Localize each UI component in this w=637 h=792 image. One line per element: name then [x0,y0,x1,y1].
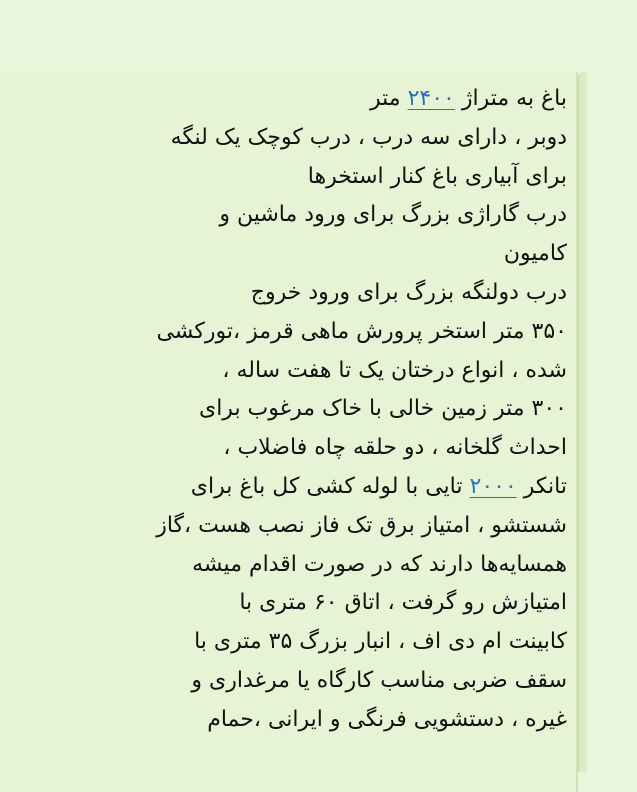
message-line: سقف ضربی مناسب کارگاه یا مرغداری و [191,667,567,693]
message-line: کامیون [503,241,567,267]
message-line: امتیازش رو گرفت ، اتاق ۶۰ متری با [239,590,567,616]
message-line: احداث گلخانه ، دو حلقه چاه فاضلاب ، [223,435,567,461]
message-line: درب گاراژی بزرگ برای ورود ماشین و [219,202,567,228]
message-line: شستشو ، امتیاز برق تک فاز نصب هست ،گاز [156,512,567,538]
message-line: تانکر ۲۰۰۰ تایی با لوله کشی کل باغ برای [190,473,567,499]
message-line: غیره ، دستشویی فرنگی و ایرانی ،حمام [207,706,567,732]
area-number-link[interactable]: ۲۴۰۰ [407,86,455,111]
message-line: شده ، انواع درختان یک تا هفت ساله ، [222,357,567,383]
message-line: باغ به متراژ ۲۴۰۰ متر [370,86,567,111]
message-line: برای آبیاری باغ کنار استخرها [307,163,567,189]
message-line: ۳۰۰ متر زمین خالی با خاک مرغوب برای [198,396,567,422]
message-line: دوبر ، دارای سه درب ، درب کوچک یک لنگه [170,124,567,150]
message-line: همسایه‌ها دارند که در صورت اقدام میشه [192,551,567,577]
message-bubble-edge [578,72,587,772]
message-line: کابینت ام دی اف ، انبار بزرگ ۳۵ متری با [194,629,567,655]
message-line: درب دولنگه بزرگ برای ورود خروج [250,279,567,305]
message-text [27,80,567,740]
message-line: ۳۵۰ متر استخر پرورش ماهی قرمز ،تورکشی [156,318,567,344]
tank-number-link[interactable]: ۲۰۰۰ [469,473,517,499]
